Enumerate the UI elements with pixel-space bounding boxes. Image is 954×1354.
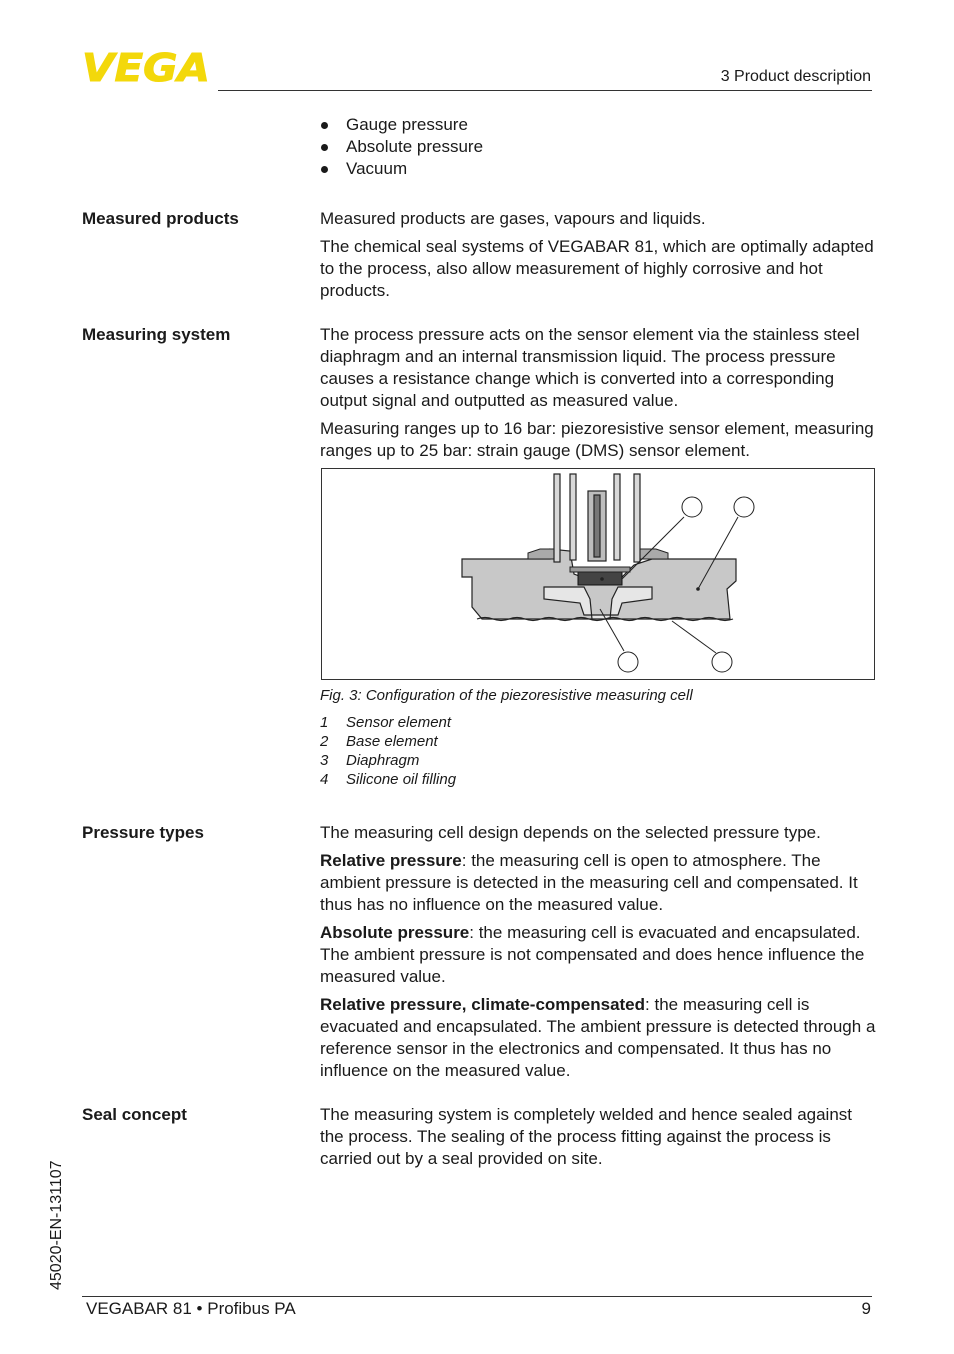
document-code: 45020-EN-131107 — [48, 1160, 65, 1290]
callout-circle-4 — [712, 652, 732, 672]
figure-legend — [320, 713, 456, 789]
seal-concept-label: Seal concept — [82, 1105, 187, 1124]
footer-title: VEGABAR 81 • Profibus PA — [86, 1299, 296, 1318]
page-number: 9 — [861, 1299, 871, 1318]
figure-caption: Fig. 3: Configuration of the piezoresistive measuring cell — [320, 687, 693, 704]
pressure-types-label: Pressure types — [82, 823, 204, 842]
climate-compensated-paragraph: Relative pressure, climate-compensated: the measuring cell is evacuated and encapsulated. The ambient pressure is detected through a reference sensor in the electronics and compensated. It thus has no influence on the measured value. — [320, 995, 876, 1080]
measured-products-p1: Measured products are gases, vapours and liquids. — [320, 209, 706, 228]
measuring-cell-figure — [321, 468, 875, 680]
seal-concept-p1: The measuring system is completely welded and hence sealed against the process. The sealing of the process fitting against the process is carried out by a seal provided on site. — [320, 1105, 853, 1168]
list-item: Gauge pressure — [320, 114, 483, 136]
footer-rule — [82, 1296, 872, 1297]
measured-products-p2: The chemical seal systems of VEGABAR 81, which are optimally adapted to the process, also allow measurement of highly corrosive and hot products. — [320, 237, 874, 300]
legend-item: 2 Base element — [320, 733, 438, 750]
measuring-cell-diagram — [322, 469, 874, 679]
callout-circle-2 — [734, 497, 754, 517]
measured-products-label: Measured products — [82, 209, 239, 228]
header-section-title: 3 Product description — [720, 68, 871, 85]
absolute-pressure-paragraph: Absolute pressure: the measuring cell is evacuated and encapsulated. The ambient pressure is not compensated and does hence influence the measured value. — [320, 923, 865, 986]
logo-text: VEGA — [82, 50, 210, 86]
legend-item: 3 Diaphragm — [320, 752, 420, 769]
callout-circle-1 — [682, 497, 702, 517]
measuring-system-p2: Measuring ranges up to 16 bar: piezoresistive sensor element, measuring ranges up to 25 bar: strain gauge (DMS) sensor element. — [320, 419, 874, 460]
header-rule — [218, 90, 872, 91]
connection-pins — [554, 474, 640, 562]
legend-item: 1 Sensor element — [320, 714, 452, 731]
relative-pressure-paragraph: Relative pressure: the measuring cell is open to atmosphere. The ambient pressure is detected in the measuring cell and compensated. It thus has no influence on the measured value. — [320, 851, 858, 914]
callout-circle-3 — [618, 652, 638, 672]
vega-logo — [82, 50, 212, 86]
pressure-types-intro: The measuring cell design depends on the selected pressure type. — [320, 823, 821, 842]
list-item: Vacuum — [320, 158, 483, 180]
measuring-system-label: Measuring system — [82, 325, 231, 344]
legend-item: 4 Silicone oil filling — [320, 771, 457, 788]
sensor-element-shape — [578, 571, 622, 585]
list-item: Absolute pressure — [320, 136, 483, 158]
measuring-system-p1: The process pressure acts on the sensor element via the stainless steel diaphragm and an internal transmission liquid. The process pressure causes a resistance change which is converted into a corresponding output signal and outputted as measured value. — [320, 325, 860, 410]
pressure-bullet-list — [320, 114, 483, 180]
